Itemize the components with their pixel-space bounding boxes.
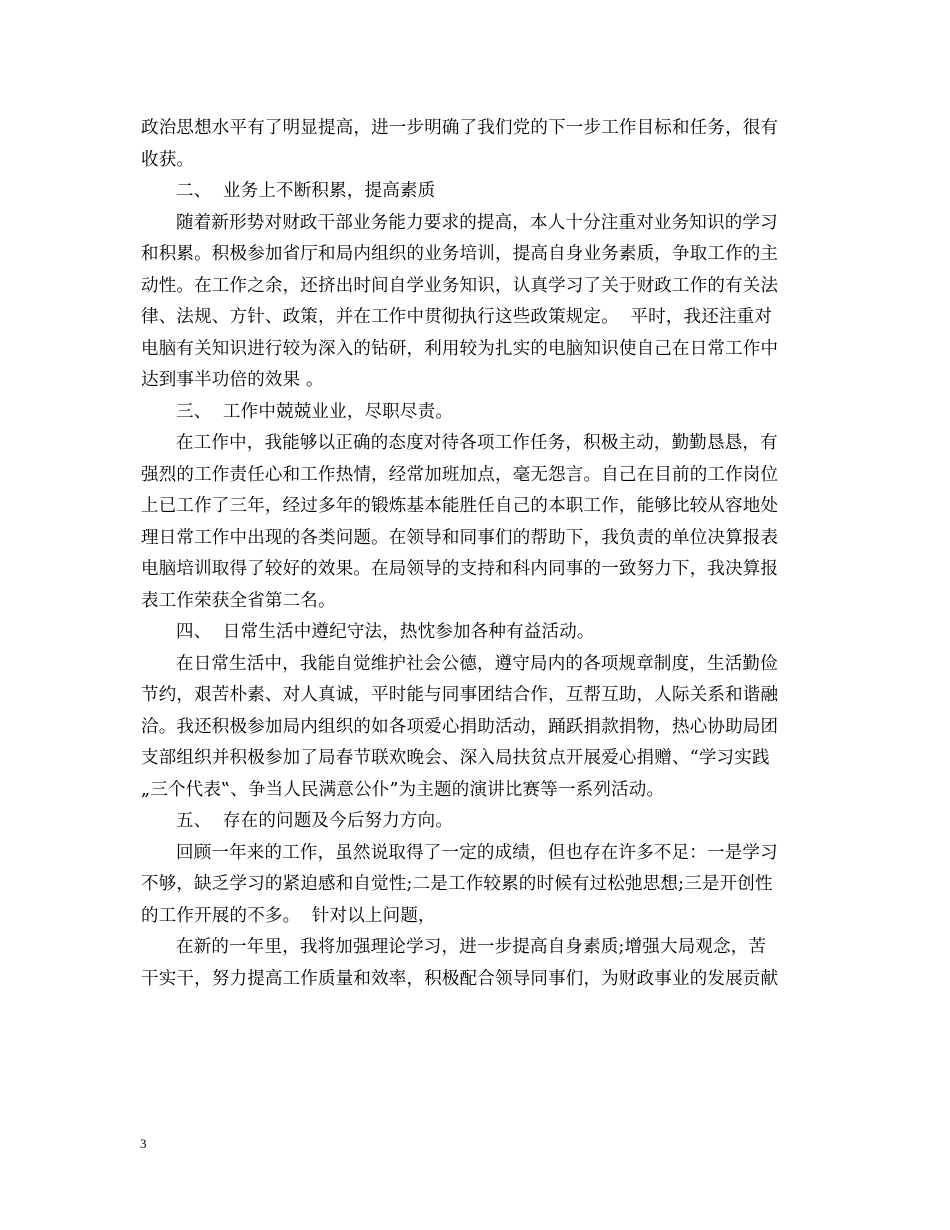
text-line: 五、 存在的问题及今后努力方向。 — [176, 811, 454, 831]
text-line: 三、 工作中兢兢业业，尽职尽责。 — [176, 401, 454, 422]
text-line: 在工作中，我能够以正确的态度对待各项工作任务，积极主动，勤勤恳恳，有 — [176, 433, 778, 453]
text-line: 不够，缺乏学习的紧迫感和自觉性;二是工作较累的时候有过松弛思想;三是开创性 — [141, 874, 773, 894]
text-line: 四、 日常生活中遵纪守法，热忱参加各种有益活动。 — [176, 622, 595, 642]
text-line: 强烈的工作责任心和工作热情，经常加班加点，毫无怨言。自己在目前的工作岗位 — [141, 464, 779, 485]
text-line: 洽。我还积极参加局内组织的如各项爱心捐助活动，踊跃捐款捐物，热心协助局团 — [141, 716, 779, 737]
text-line: 回顾一年来的工作，虽然说取得了一定的成绩，但也存在许多不足：一是学习 — [176, 842, 778, 863]
text-line: 支部组织并积极参加了局春节联欢晚会、深入局扶贫点开展爱心捐赠、“学习实践 — [141, 748, 770, 768]
paragraph — [141, 838, 811, 933]
text-line: 收获。 — [141, 149, 195, 170]
text-line: 二、 业务上不断积累，提高素质 — [176, 181, 436, 201]
text-line: 电脑培训取得了较好的效果。在局领导的支持和科内同事的一致努力下，我决算报 — [141, 559, 779, 579]
paragraph — [141, 617, 811, 649]
text-line: 律、法规、方针、政策，并在工作中贯彻执行这些政策规定。 平时，我还注重对 — [141, 307, 773, 327]
text-line: 在新的一年里，我将加强理论学习，进一步提高自身素质;增强大局观念，苦 — [176, 937, 767, 957]
text-line: 政治思想水平有了明显提高，进一步明确了我们党的下一步工作目标和任务，很有 — [141, 118, 779, 138]
paragraph — [141, 428, 811, 617]
text-line: 达到事半功倍的效果 。 — [141, 370, 324, 390]
paragraph — [141, 397, 811, 429]
text-line: 电脑有关知识进行较为深入的钻研，利用较为扎实的电脑知识使自己在日常工作中 — [141, 338, 779, 359]
text-line: „三个代表‟、争当人民满意公仆”为主题的演讲比赛等一系列活动。 — [141, 779, 665, 800]
text-line: 和积累。积极参加省厅和局内组织的业务培训，提高自身业务素质，争取工作的主 — [141, 244, 779, 264]
text-line: 表工作荣获全省第二名。 — [141, 590, 336, 611]
paragraph — [141, 208, 811, 397]
text-line: 在日常生活中，我能自觉维护社会公德，遵守局内的各项规章制度，生活勤俭 — [176, 653, 778, 674]
page-number: 3 — [140, 1136, 147, 1151]
paragraph — [141, 806, 811, 838]
text-line: 干实干，努力提高工作质量和效率，积极配合领导同事们，为财政事业的发展贡献 — [141, 968, 779, 989]
text-line: 的工作开展的不多。 针对以上问题， — [141, 905, 436, 926]
paragraph — [141, 932, 811, 995]
paragraph — [141, 113, 811, 176]
text-line: 上已工作了三年，经过多年的锻炼基本能胜任自己的本职工作，能够比较从容地处 — [141, 496, 779, 516]
text-line: 动性。在工作之余，还挤出时间自学业务知识，认真学习了关于财政工作的有关法 — [141, 275, 779, 296]
document-body — [141, 113, 811, 995]
paragraph — [141, 176, 811, 208]
text-line: 理日常工作中出现的各类问题。在领导和同事们的帮助下，我负责的单位决算报表 — [141, 527, 779, 548]
text-line: 节约，艰苦朴素、对人真诚，平时能与同事团结合作，互帮互助，人际关系和谐融 — [141, 685, 779, 705]
text-line: 随着新形势对财政干部业务能力要求的提高，本人十分注重对业务知识的学习 — [176, 212, 778, 233]
paragraph — [141, 649, 811, 807]
